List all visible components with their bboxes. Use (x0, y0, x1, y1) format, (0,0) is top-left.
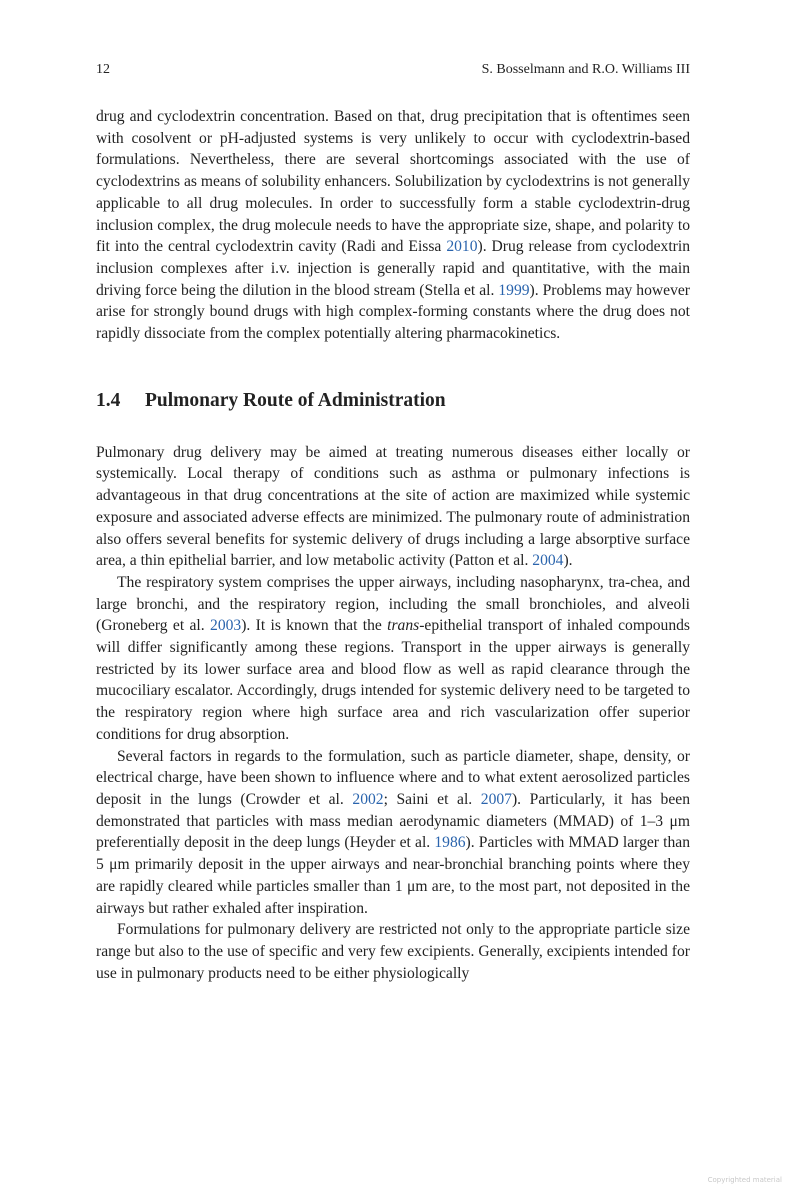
page-body (96, 106, 690, 984)
paragraph-respiratory-system (96, 572, 690, 746)
citation-link[interactable]: 1986 (434, 834, 466, 852)
citation-link[interactable]: 1999 (498, 281, 530, 299)
citation-link[interactable]: 2003 (210, 617, 242, 635)
paragraph-text: ; Saini et al. (383, 790, 481, 808)
section-number: 1.4 (96, 389, 121, 411)
paragraph-text: Formulations for pulmonary delivery are restricted not only to the appropriate particle size range but also to the use of specific and very few excipients. Generally, excipients intended for use in pulmonary products need to be either physiologically (96, 921, 690, 982)
emphasis-text: trans (387, 617, 420, 635)
section-title: Pulmonary Route of Administration (145, 389, 446, 411)
paragraph-cyclodextrin (96, 106, 690, 345)
paragraph-text: drug and cyclodextrin concentration. Based on that, drug precipitation that is oftentimes seen with cosolvent or pH-adjusted systems is very unlikely to occur with cyclodextrin-based formulations. Nevertheless, there are several shortcomings associated with the use of cyclodextrins as means of solubility enhancers. Solubilization by cyclodextrins is not generally applicable to all drug molecules. In order to successfully form a stable cyclodextrin-drug inclusion complex, the drug molecule needs to have the appropriate size, shape, and polarity to fit into the central cyclodextrin cavity (Radi and Eissa (96, 108, 690, 256)
section-heading (96, 389, 690, 413)
citation-link[interactable]: 2007 (480, 790, 512, 808)
paragraph-pulmonary-intro (96, 442, 690, 572)
paragraph-text: ). Problems may however arise for strongly bound drugs with high complex-forming constants where the drug does not rapidly dissociate from the complex potentially altering pharmacokinetics. (96, 281, 690, 343)
paragraph-text: The respiratory system comprises the upper airways, including nasopharynx, tra-chea, and large bronchi, and the respiratory region, including the small bronchioles, and alveoli (Groneberg et al. (96, 573, 690, 635)
paragraph-text: ). It is known that the (241, 617, 388, 635)
paragraph-text: ). (563, 552, 573, 570)
paragraph-text: Several factors in regards to the formulation, such as particle diameter, shape, density, or electrical charge, have been shown to influence where and to what extent aerosolized particles deposit in the lungs (Crowder et al. (96, 747, 690, 808)
citation-link[interactable]: 2004 (532, 552, 564, 570)
paragraph-text: ). Drug release from cyclodextrin inclusion complexes after i.v. injection is generally rapid and quantitative, with the main driving force being the dilution in the blood stream (Stella et al. (96, 238, 690, 299)
paragraph-text: Pulmonary drug delivery may be aimed at treating numerous diseases either locally or systemically. Local therapy of conditions such as asthma or pulmonary infections is advantageous in that drug concentrations at the site of action are maximized while systemic exposure and associated adverse effects are minimized. The pulmonary route of administration also offers several benefits for systemic delivery of drugs including a large absorptive surface area, a thin epithelial barrier, and low metabolic activity (Patton et al. (96, 443, 690, 570)
citation-link[interactable]: 2010 (446, 238, 478, 256)
paragraph-excipients (96, 919, 690, 984)
citation-link[interactable]: 2002 (352, 790, 384, 808)
running-head: S. Bosselmann and R.O. Williams III (481, 62, 690, 77)
paragraph-text: -epithelial transport of inhaled compounds will differ significantly among these regions. Transport in the upper airways is generally restricted by its lower surface area and blood flow as well as rapid clearance through the mucociliary escalator. Accordingly, drugs intended for systemic delivery need to be targeted to the respiratory region where high surface area and rich vascularization offer superior conditions for drug absorption. (96, 617, 690, 743)
paragraph-text: ). Particles with MMAD larger than 5 μm primarily deposit in the upper airways and near-bronchial branching points where they are rapidly cleared while particles smaller than 1 μm are, to the most part, not deposited in the airways but rather exhaled after inspiration. (96, 834, 690, 917)
page-number: 12 (96, 62, 110, 77)
paragraph-formulation-factors (96, 746, 690, 920)
page-header (96, 62, 690, 82)
copyright-watermark: Copyrighted material (707, 1176, 782, 1184)
paragraph-text: ). Particularly, it has been demonstrated that particles with mass median aerodynamic diameters (MMAD) of 1–3 μm preferentially deposit in the deep lungs (Heyder et al. (96, 790, 690, 852)
